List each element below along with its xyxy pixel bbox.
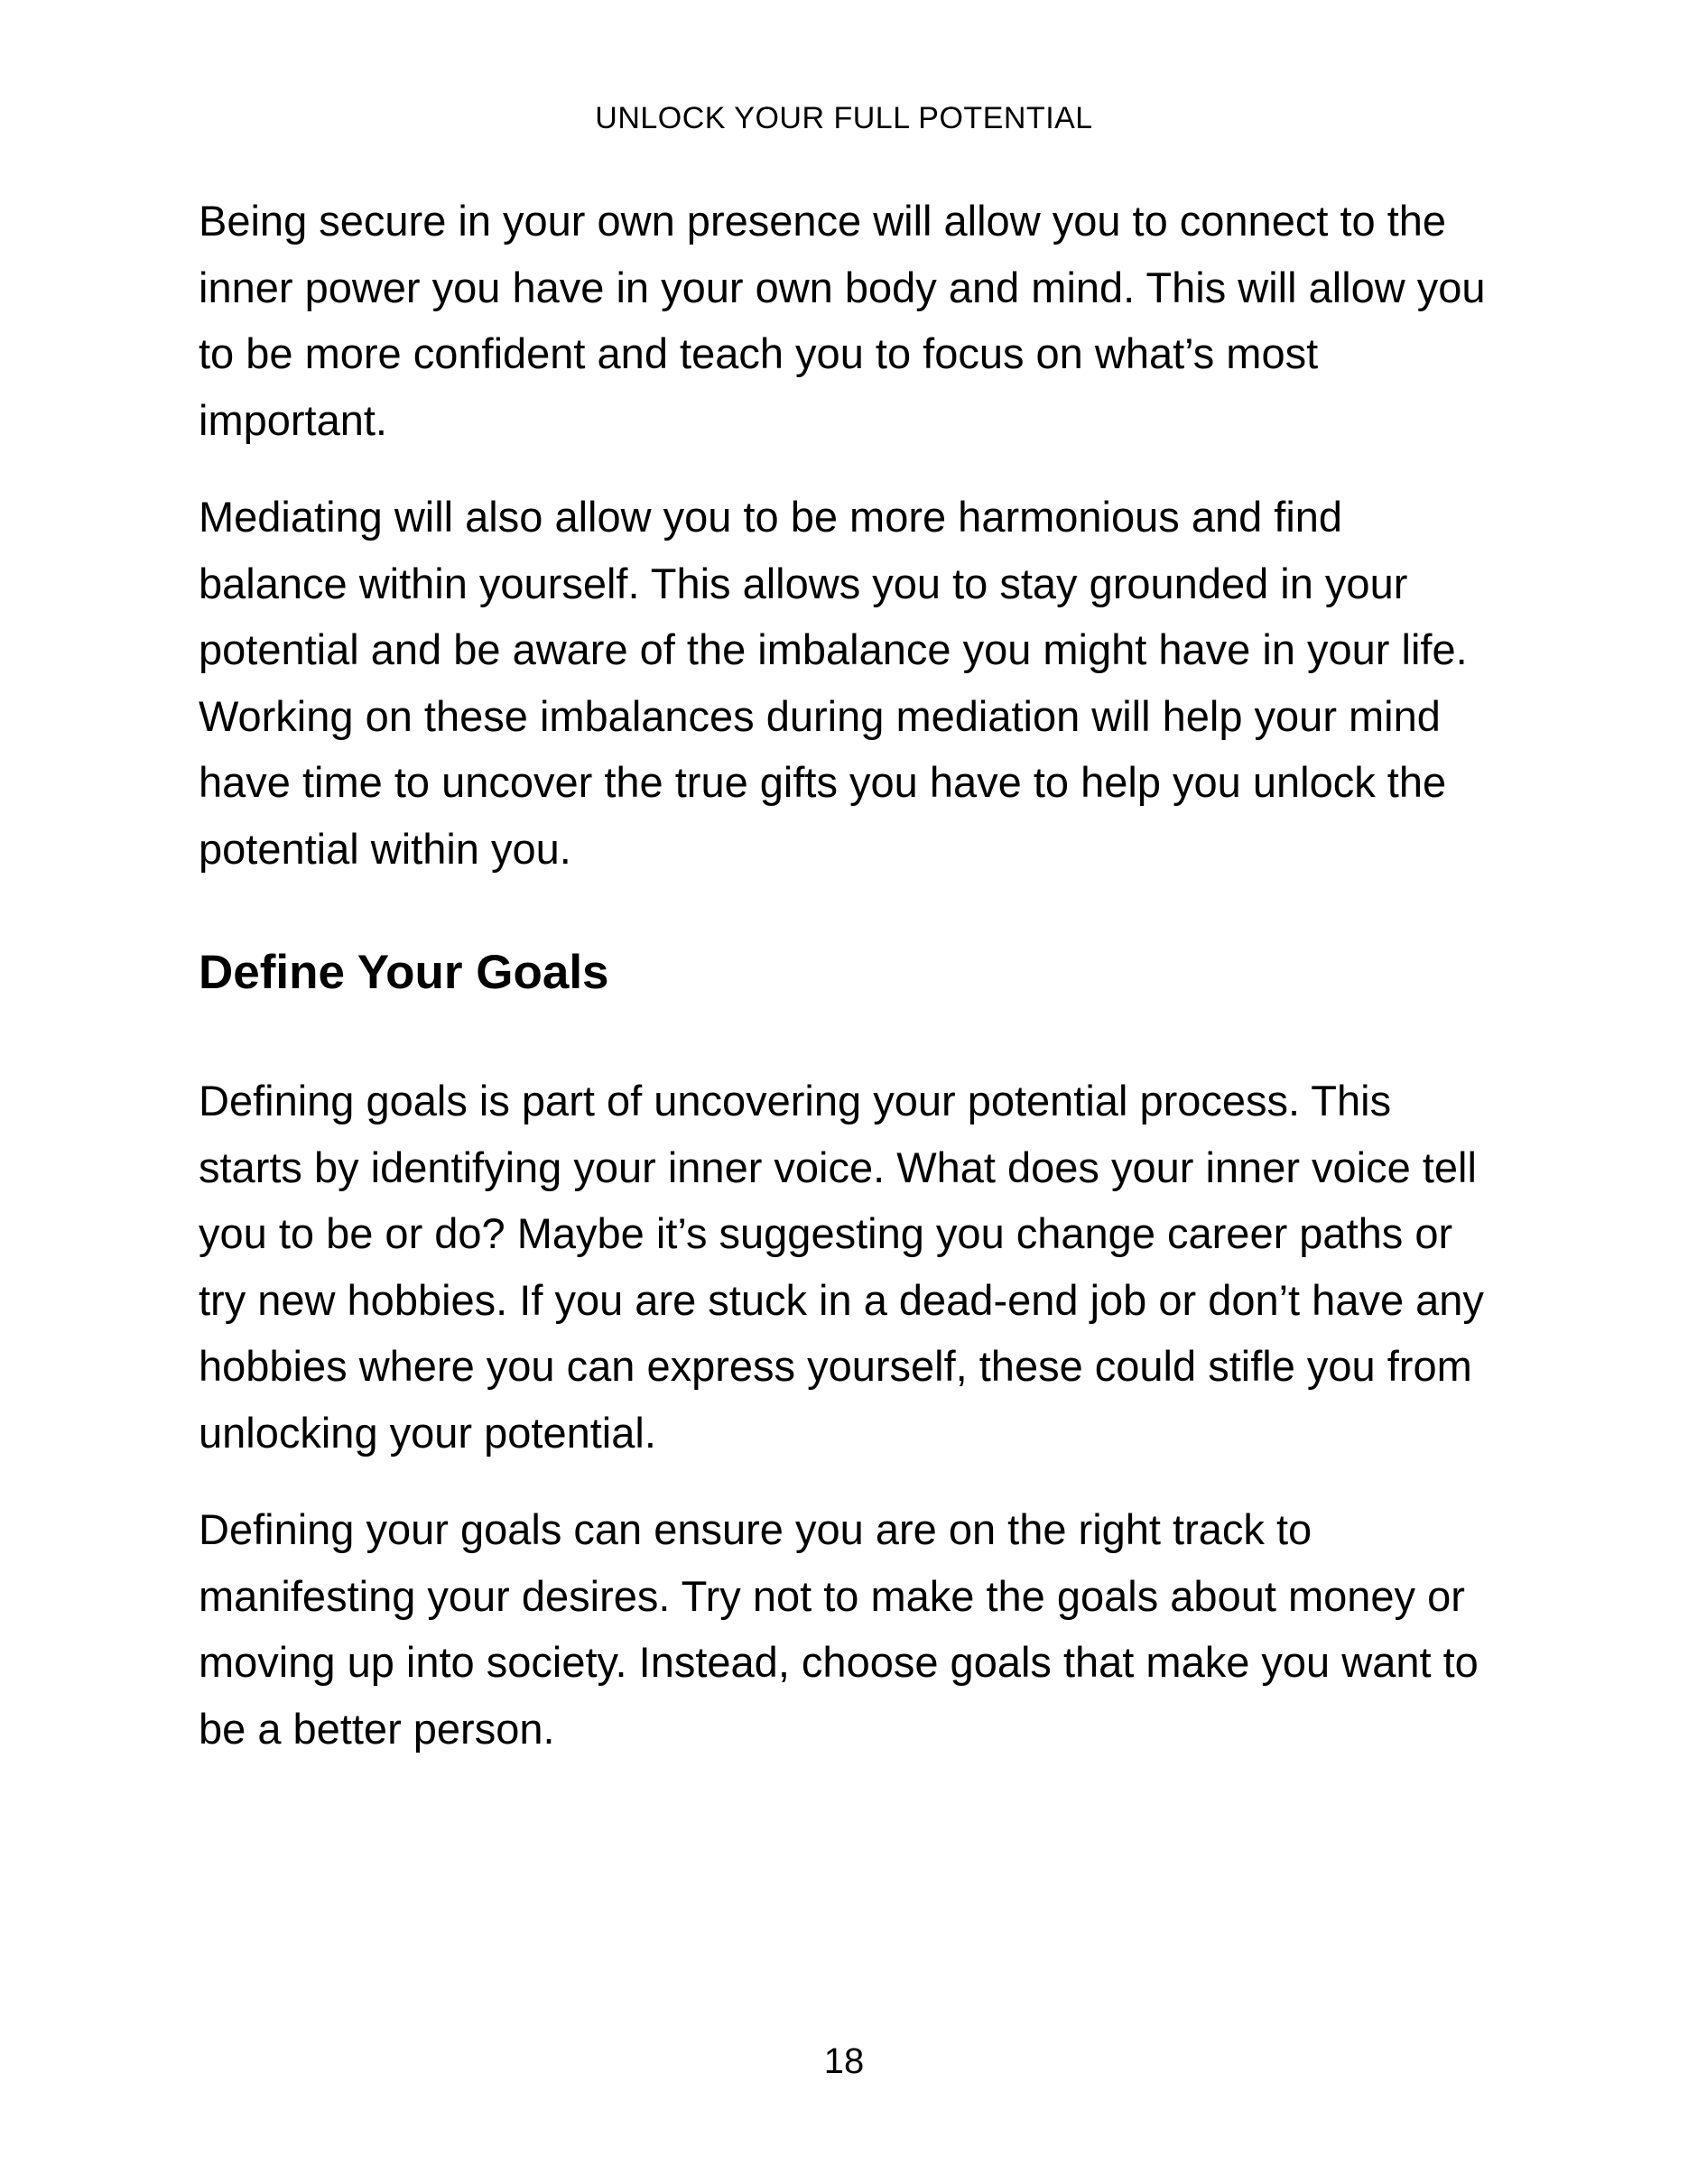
page-number: 18: [823, 2041, 865, 2081]
body-paragraph: Mediating will also allow you to be more harmonious and find balance within yourself. This allows you to stay grounded in your potential and be aware of the imbalance you might have in your life. Working on these imbalances during mediation will help your mind have time to uncover the true gifts you have to help you unlock the potential within you.: [199, 493, 1468, 873]
section-heading: Define Your Goals: [199, 946, 609, 999]
body-paragraph: Defining your goals can ensure you are on the right track to manifesting your desires. Try not to make the goals about money or moving up into society. Instead, choose goals that make you want to be a better person.: [199, 1505, 1479, 1753]
body-paragraph: Defining goals is part of uncovering your potential process. This starts by identifying your inner voice. What does your inner voice tell you to be or do? Maybe it’s suggesting you change career paths or try new hobbies. If you are stuck in a dead-end job or don’t have any hobbies where you can express yourself, these could stifle you from unlocking your potential.: [199, 1077, 1484, 1457]
running-header: UNLOCK YOUR FULL POTENTIAL: [595, 101, 1093, 135]
page-body: [199, 188, 1498, 1762]
body-paragraph: Being secure in your own presence will allow you to connect to the inner power you have in your own body and mind. This will allow you to be more confident and teach you to focus on what’s most important.: [199, 197, 1486, 444]
